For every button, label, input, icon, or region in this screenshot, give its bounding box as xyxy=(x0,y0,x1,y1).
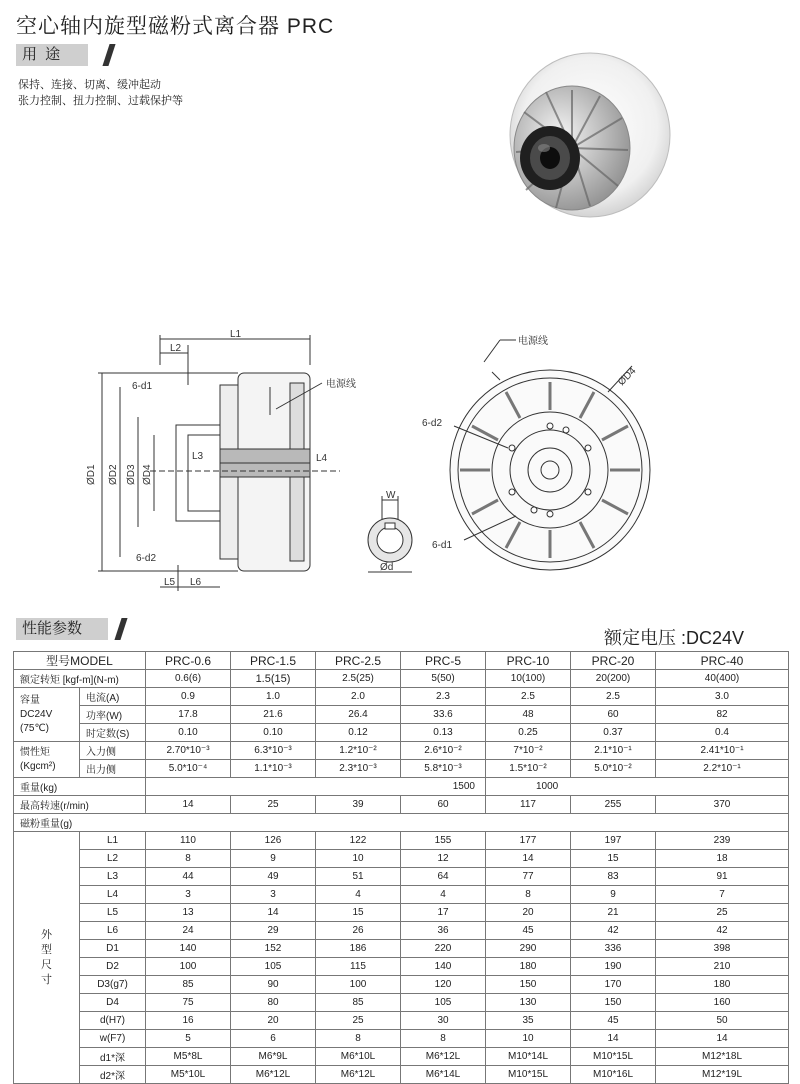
dim-label: L3 xyxy=(80,868,146,886)
table-cell: 25 xyxy=(231,796,316,814)
table-cell: 1.5*10⁻² xyxy=(486,760,571,778)
table-cell: 126 xyxy=(231,832,316,850)
model-cell: PRC-20 xyxy=(571,652,656,670)
table-cell: 29 xyxy=(231,922,316,940)
dim-label: D3(g7) xyxy=(80,976,146,994)
table-cell: 90 xyxy=(231,976,316,994)
table-cell: 50 xyxy=(656,1012,789,1030)
dim-group-text: 外型尺寸 xyxy=(41,928,52,986)
table-cell: 45 xyxy=(486,922,571,940)
table-cell: 7 xyxy=(656,886,789,904)
table-row xyxy=(14,832,789,850)
label-D4: ØD4 xyxy=(142,464,153,485)
table-cell: 3.0 xyxy=(656,688,789,706)
table-cell: 255 xyxy=(571,796,656,814)
table-cell: M6*12L xyxy=(316,1066,401,1084)
table-cell: M6*9L xyxy=(231,1048,316,1066)
table-cell: 5(50) xyxy=(401,670,486,688)
table-cell: 4 xyxy=(316,886,401,904)
model-cell: PRC-0.6 xyxy=(146,652,231,670)
table-cell: 80 xyxy=(231,994,316,1012)
table-cell: 8 xyxy=(316,1030,401,1048)
table-cell: 20 xyxy=(231,1012,316,1030)
table-cell: 120 xyxy=(401,976,486,994)
table-row xyxy=(14,940,789,958)
table-cell: M12*18L xyxy=(656,1048,789,1066)
table-cell: 8 xyxy=(146,850,231,868)
table-row xyxy=(14,670,789,688)
model-label: 型号MODEL xyxy=(14,652,146,670)
table-cell: 26.4 xyxy=(316,706,401,724)
table-cell: 8 xyxy=(401,1030,486,1048)
table-cell: 0.6(6) xyxy=(146,670,231,688)
label-D1: ØD1 xyxy=(86,464,97,485)
label-L1: L1 xyxy=(230,329,242,340)
table-cell: 39 xyxy=(316,796,401,814)
table-cell: 177 xyxy=(486,832,571,850)
table-cell: 2.0 xyxy=(316,688,401,706)
table-cell: M5*8L xyxy=(146,1048,231,1066)
table-row xyxy=(14,724,789,742)
table-cell: 2.41*10⁻¹ xyxy=(656,742,789,760)
label-L2: L2 xyxy=(170,343,182,354)
table-cell: 130 xyxy=(486,994,571,1012)
table-cell: M10*15L xyxy=(486,1066,571,1084)
label-D4-front: ØD4 xyxy=(616,365,639,389)
table-cell: 85 xyxy=(316,994,401,1012)
table-cell: 2.5 xyxy=(486,688,571,706)
table-cell: 1.0 xyxy=(231,688,316,706)
table-cell: 3 xyxy=(146,886,231,904)
table-cell: 14 xyxy=(656,1030,789,1048)
table-cell: 155 xyxy=(401,832,486,850)
table-cell: 25 xyxy=(316,1012,401,1030)
table-cell: 9 xyxy=(571,886,656,904)
usage-section-label: 用 途 xyxy=(16,44,88,66)
table-cell: 105 xyxy=(401,994,486,1012)
table-cell: 14 xyxy=(231,904,316,922)
table-cell: 105 xyxy=(231,958,316,976)
table-cell: 6 xyxy=(231,1030,316,1048)
table-cell: 370 xyxy=(656,796,789,814)
label-power-lead-front: 电源线 xyxy=(518,336,548,347)
label-L5: L5 xyxy=(164,577,176,588)
table-cell: 110 xyxy=(146,832,231,850)
table-cell: 1.2*10⁻² xyxy=(316,742,401,760)
table-cell: 17 xyxy=(401,904,486,922)
usage-section-header xyxy=(16,44,136,66)
table-cell: 239 xyxy=(656,832,789,850)
dim-label: L4 xyxy=(80,886,146,904)
table-cell: 10 xyxy=(316,850,401,868)
model-cell: PRC-1.5 xyxy=(231,652,316,670)
table-cell: M10*15L xyxy=(571,1048,656,1066)
table-cell: 21.6 xyxy=(231,706,316,724)
label-L6: L6 xyxy=(190,577,202,588)
table-cell: 21 xyxy=(571,904,656,922)
table-cell: 290 xyxy=(486,940,571,958)
capacity-line: (75℃) xyxy=(20,722,50,734)
usage-line: 张力控制、扭力控制、过载保护等 xyxy=(18,95,183,107)
table-cell: 2.2*10⁻¹ xyxy=(656,760,789,778)
table-cell: 24 xyxy=(146,922,231,940)
label-power-lead: 电源线 xyxy=(326,379,356,390)
table-cell: 0.25 xyxy=(486,724,571,742)
table-cell: M5*10L xyxy=(146,1066,231,1084)
model-cell: PRC-40 xyxy=(656,652,789,670)
weight-label: 重量(kg) xyxy=(14,778,146,796)
table-cell: 0.12 xyxy=(316,724,401,742)
section-slash-icon xyxy=(114,618,127,640)
spec-table xyxy=(13,651,789,1084)
table-cell: M10*16L xyxy=(571,1066,656,1084)
speed-label: 最高转速(r/min) xyxy=(14,796,146,814)
table-cell: 5 xyxy=(146,1030,231,1048)
table-cell: 83 xyxy=(571,868,656,886)
table-cell: 14 xyxy=(146,796,231,814)
rated-voltage: 额定电压 :DC24V xyxy=(604,628,745,648)
table-cell: 115 xyxy=(316,958,401,976)
table-cell: 2.1*10⁻¹ xyxy=(571,742,656,760)
table-row xyxy=(14,958,789,976)
table-row xyxy=(14,796,789,814)
table-cell: 36 xyxy=(401,922,486,940)
table-row xyxy=(14,850,789,868)
table-cell: 49 xyxy=(231,868,316,886)
table-row xyxy=(14,994,789,1012)
table-cell: 0.4 xyxy=(656,724,789,742)
table-cell: 140 xyxy=(146,940,231,958)
table-cell: 117 xyxy=(486,796,571,814)
table-cell: M6*10L xyxy=(316,1048,401,1066)
table-cell: 0.10 xyxy=(231,724,316,742)
table-cell: 186 xyxy=(316,940,401,958)
table-cell: 42 xyxy=(571,922,656,940)
label-6-d1: 6-d1 xyxy=(132,381,153,392)
table-cell: 14 xyxy=(571,1030,656,1048)
table-cell: 12 xyxy=(401,850,486,868)
inertia-group-label xyxy=(14,742,80,778)
table-cell: 140 xyxy=(401,958,486,976)
input-label: 入力侧 xyxy=(80,742,146,760)
powder-label: 磁粉重量(g) xyxy=(14,814,789,832)
table-cell: 15 xyxy=(571,850,656,868)
table-row xyxy=(14,904,789,922)
table-cell: 45 xyxy=(571,1012,656,1030)
table-cell: 0.9 xyxy=(146,688,231,706)
table-cell: 5.8*10⁻³ xyxy=(401,760,486,778)
table-row xyxy=(14,886,789,904)
table-cell: 3 xyxy=(231,886,316,904)
table-cell: 180 xyxy=(486,958,571,976)
table-cell: 170 xyxy=(571,976,656,994)
table-cell: 0.37 xyxy=(571,724,656,742)
table-row xyxy=(14,868,789,886)
table-cell: 60 xyxy=(571,706,656,724)
table-cell: 336 xyxy=(571,940,656,958)
side-view-drawing xyxy=(80,325,356,595)
table-cell: 15 xyxy=(316,904,401,922)
inertia-line: (Kgcm²) xyxy=(20,760,56,772)
table-cell: 210 xyxy=(656,958,789,976)
table-cell: 2.5(25) xyxy=(316,670,401,688)
table-row xyxy=(14,742,789,760)
table-cell: 85 xyxy=(146,976,231,994)
table-cell: 26 xyxy=(316,922,401,940)
model-cell: PRC-2.5 xyxy=(316,652,401,670)
dim-label: D1 xyxy=(80,940,146,958)
params-section-label: 性能参数 xyxy=(16,618,108,640)
table-cell: 16 xyxy=(146,1012,231,1030)
page-title: 空心轴内旋型磁粉式离合器 PRC xyxy=(16,15,335,38)
dim-label: L2 xyxy=(80,850,146,868)
table-cell: 18 xyxy=(656,850,789,868)
power-label: 功率(W) xyxy=(80,706,146,724)
table-row xyxy=(14,1030,789,1048)
table-cell: 398 xyxy=(656,940,789,958)
table-cell: 75 xyxy=(146,994,231,1012)
dim-label: w(F7) xyxy=(80,1030,146,1048)
table-row xyxy=(14,1048,789,1066)
table-cell: 35 xyxy=(486,1012,571,1030)
table-cell: 8 xyxy=(486,886,571,904)
dim-label: L5 xyxy=(80,904,146,922)
keyway-detail xyxy=(360,490,420,580)
table-cell: 64 xyxy=(401,868,486,886)
table-cell: 10 xyxy=(486,1030,571,1048)
table-cell: 152 xyxy=(231,940,316,958)
params-section-header xyxy=(16,618,156,640)
dim-group-label xyxy=(14,832,80,1084)
table-row xyxy=(14,1066,789,1084)
table-cell: 190 xyxy=(571,958,656,976)
table-cell: 42 xyxy=(656,922,789,940)
usage-line: 保持、连接、切离、缓冲起动 xyxy=(18,79,161,91)
current-label: 电流(A) xyxy=(80,688,146,706)
table-cell: 2.3*10⁻³ xyxy=(316,760,401,778)
label-6-d2-front: 6-d2 xyxy=(422,418,443,429)
table-cell: 6.3*10⁻³ xyxy=(231,742,316,760)
table-row xyxy=(14,922,789,940)
label-W: W xyxy=(386,490,396,501)
weight-cell-b: 1000 xyxy=(486,778,789,796)
table-row xyxy=(14,688,789,706)
table-cell: 77 xyxy=(486,868,571,886)
table-row xyxy=(14,1012,789,1030)
dim-label: D4 xyxy=(80,994,146,1012)
label-L4: L4 xyxy=(316,453,328,464)
table-cell: 33.6 xyxy=(401,706,486,724)
table-row xyxy=(14,976,789,994)
table-cell: 20(200) xyxy=(571,670,656,688)
capacity-line: 容量 xyxy=(20,694,40,706)
dim-label: L1 xyxy=(80,832,146,850)
product-photo xyxy=(490,40,680,230)
table-cell: 40(400) xyxy=(656,670,789,688)
table-cell: 20 xyxy=(486,904,571,922)
table-cell: 9 xyxy=(231,850,316,868)
table-cell: 100 xyxy=(146,958,231,976)
table-cell: 91 xyxy=(656,868,789,886)
table-cell: 1.5(15) xyxy=(231,670,316,688)
table-cell: 1.1*10⁻³ xyxy=(231,760,316,778)
table-cell: 160 xyxy=(656,994,789,1012)
table-cell: 30 xyxy=(401,1012,486,1030)
table-cell: 220 xyxy=(401,940,486,958)
table-row xyxy=(14,706,789,724)
table-cell: 2.3 xyxy=(401,688,486,706)
label-d: Ød xyxy=(380,562,394,573)
table-cell: M6*12L xyxy=(401,1048,486,1066)
table-cell: 100 xyxy=(316,976,401,994)
dim-label: L6 xyxy=(80,922,146,940)
table-cell: M6*14L xyxy=(401,1066,486,1084)
label-D3: ØD3 xyxy=(126,464,137,485)
table-cell: 0.13 xyxy=(401,724,486,742)
table-cell: 7*10⁻² xyxy=(486,742,571,760)
table-cell: 14 xyxy=(486,850,571,868)
table-cell: 197 xyxy=(571,832,656,850)
table-cell: 44 xyxy=(146,868,231,886)
table-cell: 4 xyxy=(401,886,486,904)
model-cell: PRC-10 xyxy=(486,652,571,670)
table-cell: 10(100) xyxy=(486,670,571,688)
table-cell: 0.10 xyxy=(146,724,231,742)
inertia-line: 惯性矩 xyxy=(20,746,50,758)
weight-cell-a: 1500 xyxy=(146,778,486,796)
dim-label: d2*深 xyxy=(80,1066,146,1084)
table-cell: 2.5 xyxy=(571,688,656,706)
table-cell: 13 xyxy=(146,904,231,922)
table-cell: 5.0*10⁻² xyxy=(571,760,656,778)
table-cell: 180 xyxy=(656,976,789,994)
front-view-drawing xyxy=(420,330,670,580)
table-cell: 2.6*10⁻² xyxy=(401,742,486,760)
table-cell: 150 xyxy=(571,994,656,1012)
dim-label: d(H7) xyxy=(80,1012,146,1030)
model-cell: PRC-5 xyxy=(401,652,486,670)
capacity-line: DC24V xyxy=(20,708,53,720)
table-cell: 2.70*10⁻³ xyxy=(146,742,231,760)
table-cell: 122 xyxy=(316,832,401,850)
table-cell: 17.8 xyxy=(146,706,231,724)
label-6-d1-front: 6-d1 xyxy=(432,540,453,551)
table-cell: 48 xyxy=(486,706,571,724)
torque-label: 额定转矩 [kgf-m](N-m) xyxy=(14,670,146,688)
timeconst-label: 时定数(S) xyxy=(80,724,146,742)
usage-list xyxy=(18,77,183,109)
table-cell: 150 xyxy=(486,976,571,994)
table-row xyxy=(14,652,789,670)
table-cell: 5.0*10⁻⁴ xyxy=(146,760,231,778)
dim-label: D2 xyxy=(80,958,146,976)
dim-label: d1*深 xyxy=(80,1048,146,1066)
output-label: 出力侧 xyxy=(80,760,146,778)
table-row xyxy=(14,778,789,796)
table-row xyxy=(14,814,789,832)
label-L3: L3 xyxy=(192,451,204,462)
label-D2: ØD2 xyxy=(108,464,119,485)
table-cell: 51 xyxy=(316,868,401,886)
table-cell: M10*14L xyxy=(486,1048,571,1066)
table-cell: 60 xyxy=(401,796,486,814)
section-slash-icon xyxy=(102,44,115,66)
table-row xyxy=(14,760,789,778)
label-6-d2: 6-d2 xyxy=(136,553,157,564)
table-cell: M6*12L xyxy=(231,1066,316,1084)
table-cell: 82 xyxy=(656,706,789,724)
table-cell: 25 xyxy=(656,904,789,922)
capacity-group-label xyxy=(14,688,80,742)
table-cell: M12*19L xyxy=(656,1066,789,1084)
